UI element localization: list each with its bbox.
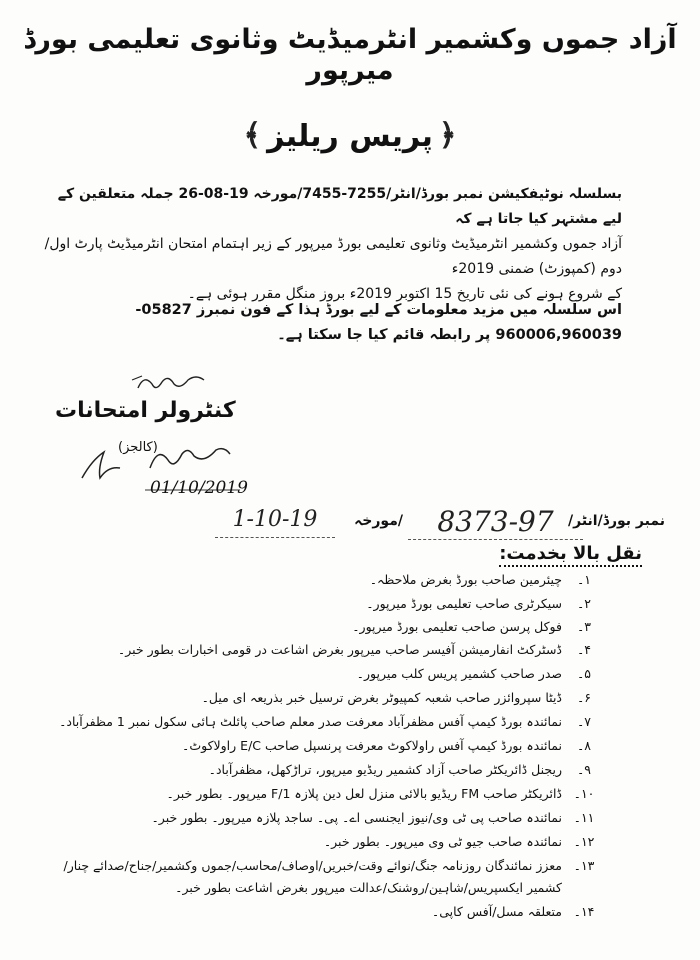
contact-paragraph: اس سلسلہ میں مزید معلومات کے لیے بورڈ ہذا کے فون نمبرز 05827-960006,960039 پر رابطہ قائم کیا جا سکتا ہے۔ xyxy=(135,302,622,343)
list-item-number: ۴۔ xyxy=(576,642,592,657)
reference-line xyxy=(215,505,665,541)
copy-to-heading: نقل بالا بخدمت: xyxy=(499,543,642,567)
controller-subtitle: (کالجز) xyxy=(118,440,158,455)
list-item-text: معزز نمائندگان روزنامہ جنگ/نوائے وقت/خبریں/اوصاف/محاسب/جموں وکشمیر/جناح/صدائے چنار/ xyxy=(63,858,562,873)
list-item-number: ۱۰۔ xyxy=(573,786,595,801)
paragraph-line-2: آزاد جموں وکشمیر انٹرمیڈیٹ وثانوی تعلیمی بورڈ میرپور کے زیر اہتمام امتحان انٹرمیڈیٹ پارٹ اول/دوم (کمپوزٹ) ضمنی 2019ء xyxy=(44,236,622,277)
list-item xyxy=(0,880,700,902)
list-item-text: نمائندہ صاحب جیو ٹی وی میرپور۔ بطور خبر۔ xyxy=(323,834,562,849)
list-item-number: ۷۔ xyxy=(576,714,592,729)
list-item-number: ۱۲۔ xyxy=(573,834,595,849)
list-item-text: نمائندہ صاحب پی ٹی وی/نیوز ایجنسی اے۔ پی۔ ساجد پلازہ میرپور۔ بطور خبر۔ xyxy=(151,810,562,825)
list-item xyxy=(0,666,700,688)
list-item xyxy=(0,786,700,808)
list-item-number: ۹۔ xyxy=(576,762,592,777)
list-item-text: کشمیر ایکسپریس/شاہین/روشنک/عدالت میرپور بغرض اشاعت بطور خبر۔ xyxy=(175,880,562,895)
list-item-text: سیکرٹری صاحب تعلیمی بورڈ میرپور۔ xyxy=(366,596,562,611)
press-release-banner xyxy=(225,108,475,164)
list-item-text: ریجنل ڈائریکٹر صاحب آزاد کشمیر ریڈیو میرپور، تراڑکھل، مظفرآباد۔ xyxy=(208,762,562,777)
list-item xyxy=(0,714,700,736)
list-item xyxy=(0,690,700,712)
list-item xyxy=(0,858,700,880)
notification-paragraph xyxy=(40,182,622,307)
list-item-text: ڈیٹا سپروائزر صاحب شعبہ کمپیوٹر بغرض ترسیل خبر بذریعہ ای میل۔ xyxy=(201,690,562,705)
list-item-text: نمائندہ بورڈ کیمپ آفس راولاکوٹ معرفت پرنسپل صاحب E/C راولاکوٹ۔ xyxy=(182,738,562,753)
list-item-text: صدر صاحب کشمیر پریس کلب میرپور۔ xyxy=(356,666,562,681)
list-item-text: فوکل پرسن صاحب تعلیمی بورڈ میرپور۔ xyxy=(352,619,562,634)
reference-label: نمبر بورڈ/انٹر/ xyxy=(568,513,665,529)
board-title: آزاد جموں وکشمیر انٹرمیڈیٹ وثانوی تعلیمی بورڈ میرپور xyxy=(23,24,677,86)
list-item xyxy=(0,596,700,618)
paragraph-line-3: کے شروع ہونے کی نئی تاریخ 15 اکتوبر 2019ء بروز منگل مقرر ہوئی ہے۔ xyxy=(187,286,622,302)
ornament-right: ﴿ xyxy=(438,118,457,153)
list-item-text: نمائندہ بورڈ کیمپ آفس مظفرآباد معرفت صدر معلم صاحب پائلٹ ہائی سکول نمبر 1 مظفرآباد۔ xyxy=(59,714,562,729)
list-item xyxy=(0,738,700,760)
list-item xyxy=(0,762,700,784)
paragraph-line-1: بسلسلہ نوٹیفکیشن نمبر بورڈ/انٹر/7255-7455/مورخہ 19-08-26 جملہ متعلقین کے لیے مشتہر کیا جاتا ہے کہ xyxy=(57,186,622,227)
list-item-text: متعلقہ مسل/آفس کاپی۔ xyxy=(431,904,562,919)
list-item-number: ۱۱۔ xyxy=(573,810,595,825)
list-item-text: چیئرمین صاحب بورڈ بغرض ملاحظہ۔ xyxy=(369,572,562,587)
list-item-number: ۵۔ xyxy=(576,666,592,681)
list-item-number: ۶۔ xyxy=(576,690,592,705)
list-item-text: ڈسٹرکٹ انفارمیشن آفیسر صاحب میرپور بغرض اشاعت در قومی اخبارات بطور خبر۔ xyxy=(117,642,562,657)
controller-title: کنٹرولر امتحانات xyxy=(55,398,236,423)
signature-date: 01/10/2019 xyxy=(150,478,248,498)
reference-number: 8373-97 xyxy=(408,505,583,540)
list-item-text: ڈائریکٹر صاحب FM ریڈیو بالائی منزل لعل دین پلازہ F/1 میرپور۔ بطور خبر۔ xyxy=(166,786,562,801)
list-item xyxy=(0,642,700,664)
list-item-number: ۱۴۔ xyxy=(573,904,595,919)
list-item-number: ۱۳۔ xyxy=(573,858,595,873)
copy-to-list xyxy=(0,572,700,952)
ornament-left: ﴾ xyxy=(243,118,262,153)
list-item-number: ۲۔ xyxy=(576,596,592,611)
reference-date-label: /مورخہ xyxy=(354,513,403,529)
list-item xyxy=(0,904,700,926)
press-release-title: پریس ریلیز xyxy=(267,118,433,154)
list-item xyxy=(0,619,700,641)
list-item xyxy=(0,834,700,856)
list-item xyxy=(0,572,700,594)
list-item-number: ۱۔ xyxy=(576,572,592,587)
list-item xyxy=(0,810,700,832)
reference-date: 1-10-19 xyxy=(215,507,335,538)
list-item-number: ۳۔ xyxy=(576,619,592,634)
list-item-number: ۸۔ xyxy=(576,738,592,753)
